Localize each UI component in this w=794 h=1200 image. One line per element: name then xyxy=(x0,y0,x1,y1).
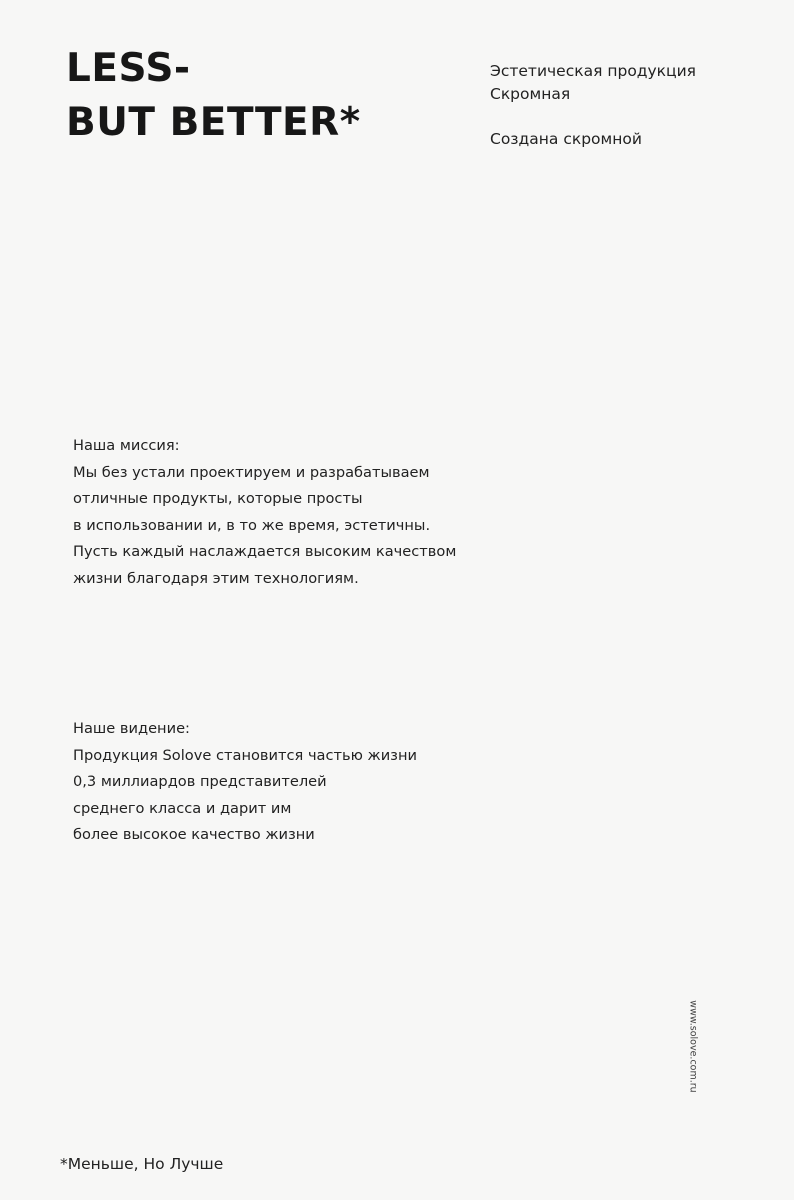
website-url xyxy=(684,999,702,1093)
mission-text-line: отличные продукты, которые просты xyxy=(73,490,363,507)
headline-line-2: BUT BETTER* xyxy=(66,100,361,145)
mission-text-line: в использовании и, в то же время, эстетичны. xyxy=(73,516,431,534)
tagline-line-3: Создана скромной xyxy=(490,130,642,148)
tagline-line-1: Эстетическая продукция xyxy=(490,62,696,80)
headline xyxy=(66,42,361,150)
vision-text-line: более высокое качество жизни xyxy=(73,826,315,843)
vision-text-line: среднего класса и дарит им xyxy=(73,799,292,817)
mission-text-line: жизни благодаря этим технологиям. xyxy=(73,569,359,587)
mission-heading: Наша миссия: xyxy=(73,437,180,454)
vision-section xyxy=(73,716,417,849)
tagline xyxy=(490,60,696,151)
vision-text-line: 0,3 миллиардов представителей xyxy=(73,773,327,790)
website-url-text: www.solove.com.ru xyxy=(687,999,699,1093)
mission-section xyxy=(73,433,456,592)
vision-text-line: Продукция Solove становится частью жизни xyxy=(73,746,417,764)
mission-text-line: Мы без устали проектируем и разрабатываем xyxy=(73,463,430,481)
vision-heading: Наше видение: xyxy=(73,720,190,737)
tagline-line-2: Скромная xyxy=(490,85,571,103)
footnote: *Меньше, Но Лучше xyxy=(60,1155,224,1173)
headline-line-1: LESS- xyxy=(66,46,191,91)
mission-text-line: Пусть каждый наслаждается высоким качеством xyxy=(73,543,457,560)
